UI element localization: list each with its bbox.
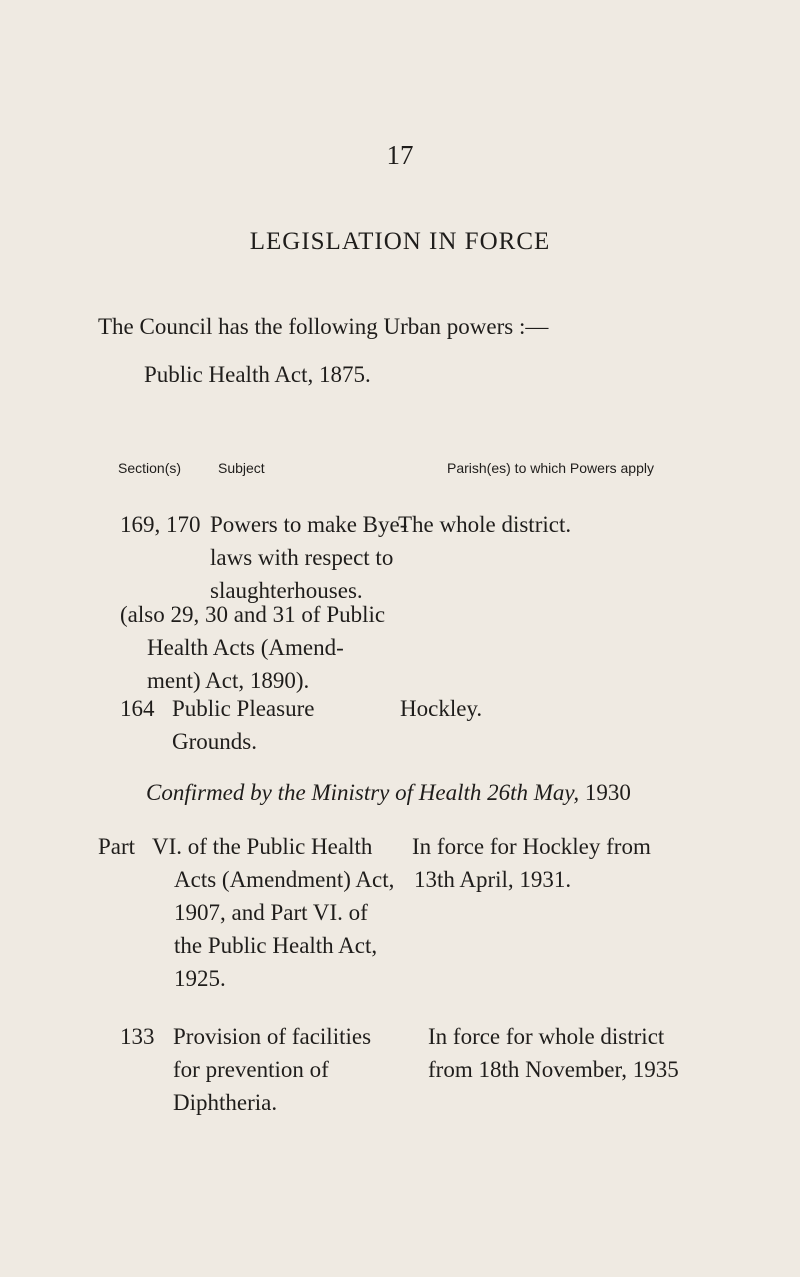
entry-applies: The whole district.: [398, 512, 572, 537]
subject-line: Grounds.: [172, 729, 257, 754]
page-title: LEGISLATION IN FORCE: [249, 228, 551, 255]
subject-line: 1925.: [174, 966, 226, 991]
subject-line: Public Pleasure: [172, 696, 315, 721]
applies-line: In force for whole district: [428, 1024, 665, 1049]
entry-section: 133: [120, 1024, 155, 1049]
entry-subject: [210, 508, 407, 607]
column-header-subject: Subject: [218, 460, 265, 476]
entry-section: 169, 170: [120, 512, 201, 537]
intro-text: The Council has the following Urban powers :—: [98, 314, 549, 339]
column-header-parishes: Parish(es) to which Powers apply: [447, 460, 654, 476]
entry-subject: [152, 830, 394, 995]
note-line: ment) Act, 1890).: [147, 668, 310, 693]
entry-applies: [412, 830, 651, 896]
entry-subject: [172, 692, 314, 758]
applies-line: 13th April, 1931.: [414, 867, 572, 892]
subject-line: Diphtheria.: [173, 1090, 278, 1115]
entry-prefix: Part: [98, 834, 136, 859]
entry-applies: Hockley.: [400, 696, 483, 721]
subject-line: Powers to make Bye-: [210, 512, 408, 537]
entry-164: [0, 692, 800, 762]
subject-line: for prevention of: [173, 1057, 329, 1082]
subject-line: laws with respect to: [210, 545, 394, 570]
subject-line: 1907, and Part VI. of: [174, 900, 368, 925]
applies-line: In force for Hockley from: [412, 834, 651, 859]
note-line: (also 29, 30 and 31 of Public: [120, 602, 386, 627]
page-number: 17: [386, 140, 414, 170]
act-heading: Public Health Act, 1875.: [144, 362, 371, 387]
confirmation-text: Confirmed by the Ministry of Health 26th May,: [146, 780, 580, 805]
subject-line: VI. of the Public Health: [152, 834, 373, 859]
subject-line: slaughterhouses.: [210, 578, 363, 603]
subject-line: Acts (Amendment) Act,: [174, 867, 395, 892]
column-header-sections: Section(s): [118, 460, 182, 476]
applies-line: from 18th November, 1935: [428, 1057, 679, 1082]
subject-line: Provision of facilities: [173, 1024, 372, 1049]
entry-note: [120, 598, 385, 697]
entry-133: [0, 1020, 800, 1130]
confirmation-year: 1930: [584, 780, 631, 805]
note-line: Health Acts (Amend-: [147, 635, 344, 660]
confirmation-line: [146, 780, 631, 806]
entry-part-vi: [0, 830, 800, 1000]
entry-applies: [412, 1020, 679, 1086]
subject-line: the Public Health Act,: [174, 933, 378, 958]
entry-section: 164: [120, 696, 155, 721]
entry-subject: [173, 1020, 371, 1119]
